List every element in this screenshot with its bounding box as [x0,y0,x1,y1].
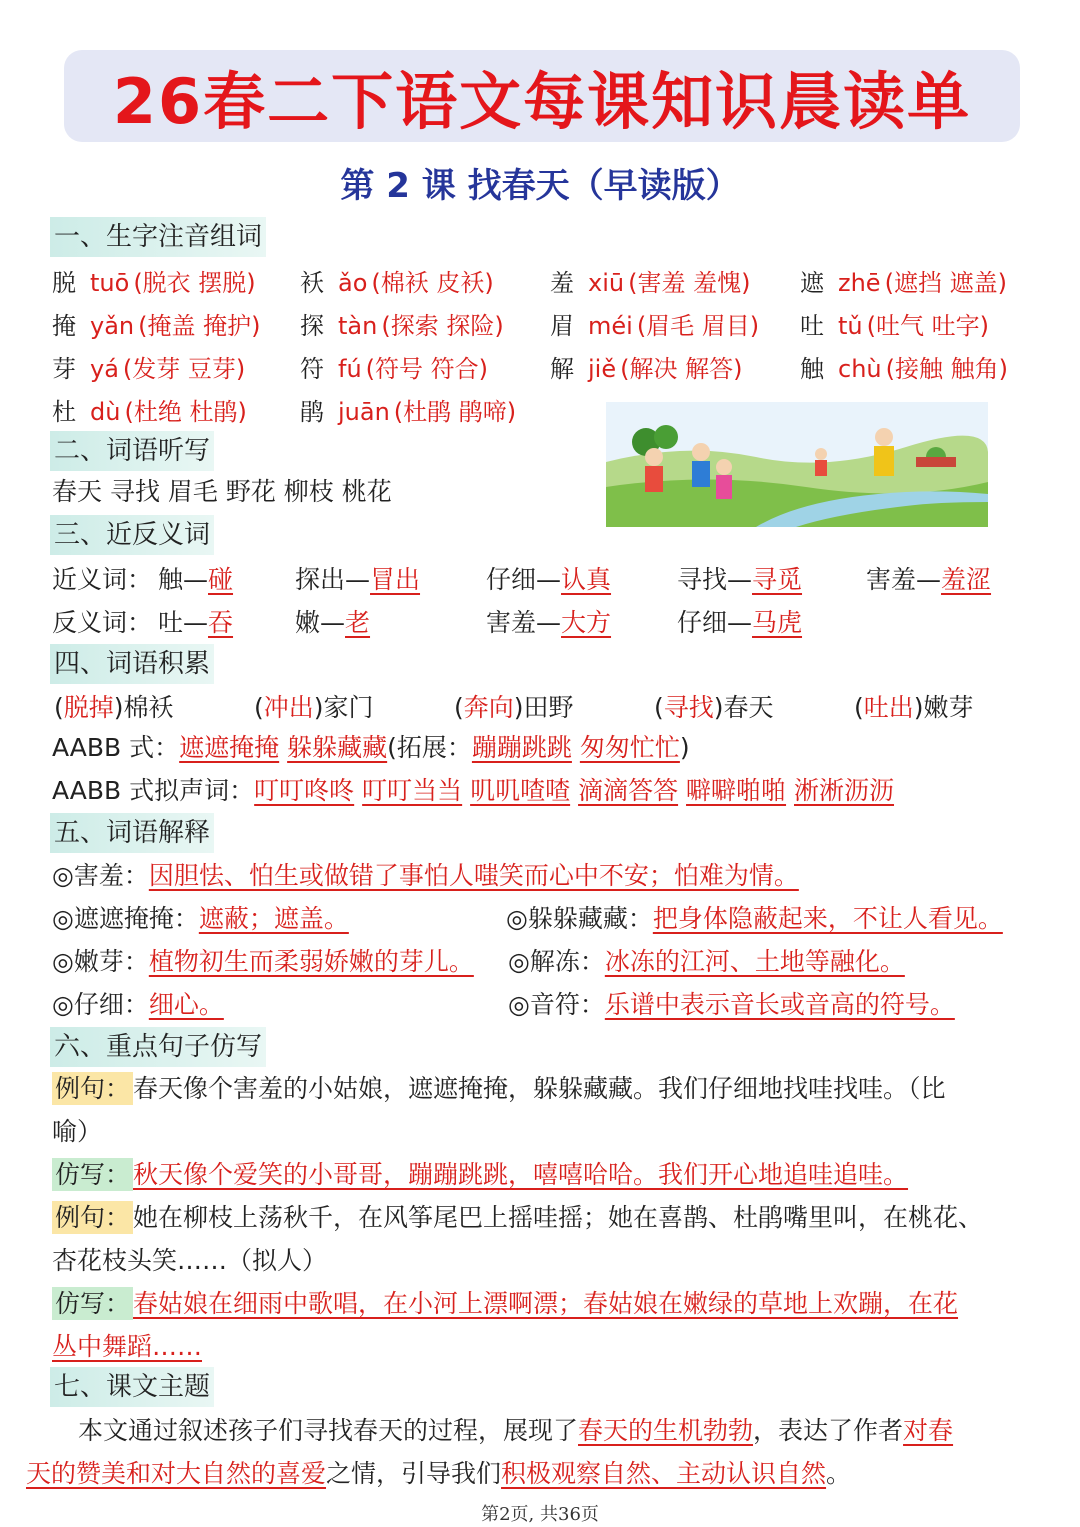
synonym-label: 近义词： [52,565,153,594]
vocab-entry [550,306,759,341]
vocab-words: (杜绝 杜鹃) [124,398,247,426]
pair-answer: 碰 [208,565,234,594]
onomatopoeia-word: 叽叽喳喳 [470,776,571,805]
definition-item [52,945,474,979]
phrase-pair [854,688,974,724]
definition-text: 植物初生而柔弱娇嫩的芽儿。 [148,947,474,976]
phrase-pair [654,688,774,724]
vocab-char: 掩 [52,312,76,340]
vocab-words: (符号 符合) [365,355,489,383]
imitation-label: 仿写： [52,1287,133,1320]
theme-highlight: 春天的生机勃勃 [578,1416,754,1445]
example-sentence-2 [52,1196,1032,1282]
vocab-char: 鹃 [300,398,324,426]
pair-answer: 吞 [208,608,234,637]
vocab-entry [300,306,504,341]
vocab-words: (棉袄 皮袄) [371,269,494,297]
antonym-pair [295,603,370,639]
phrase-fill: 寻找 [663,693,714,722]
vocab-words: (吐气 吐字) [866,312,989,340]
phrase-rest: 棉袄 [123,693,174,722]
vocab-pinyin: juān [338,398,390,426]
definition-term: ◎害羞： [52,861,149,890]
extension-word: 蹦蹦跳跳 [471,733,572,762]
vocab-pinyin: méi [588,312,633,340]
vocab-char: 探 [300,312,324,340]
vocab-pinyin: yá [90,355,119,383]
theme-highlight: 天的赞美和对大自然的喜爱 [26,1459,327,1488]
phrase-pair [54,688,174,724]
definition-term: ◎遮遮掩掩： [52,904,199,933]
phrase-fill: 冲出 [263,693,314,722]
pair-answer: 羞涩 [941,565,992,594]
vocab-entry [300,392,516,427]
definition-text: 冰冻的江河、土地等融化。 [604,947,905,976]
paren: ( [54,693,64,722]
theme-text: 本文通过叙述孩子们寻找春天的过程，展现了 [78,1416,579,1445]
example-label: 例句： [52,1072,133,1105]
imitation-sentence-2 [52,1282,1032,1368]
phrase-pair [454,688,574,724]
vocab-pinyin: fú [338,355,362,383]
vocab-entry [52,392,247,427]
synonym-pair [486,560,611,596]
phrase-fill: 奔向 [463,693,514,722]
vocab-char: 解 [550,355,574,383]
vocab-char: 符 [300,355,324,383]
vocab-pinyin: jiě [588,355,617,383]
antonym-label: 反义词： [52,608,153,637]
example-text: 她在柳枝上荡秋千，在风筝尾巴上摇哇摇；她在喜鹊、杜鹃嘴里叫，在桃花、 [133,1203,984,1232]
vocab-char: 眉 [550,312,574,340]
onomatopoeia-word: 滴滴答答 [578,776,679,805]
pair-answer: 大方 [561,608,612,637]
vocab-entry [800,349,1008,384]
section-heading-2: 二、词语听写 [50,431,214,471]
phrase-rest: 家门 [323,693,374,722]
definition-text: 把身体隐蔽起来，不让人看见。 [652,904,1003,933]
lesson-subtitle: 第 2 课 找春天（早读版） [340,166,740,206]
onomatopoeia-word: 叮叮咚咚 [254,776,355,805]
phrase-fill: 脱掉 [63,693,114,722]
definition-item [508,988,955,1022]
onomatopoeia-row [52,774,894,808]
definition-item [52,902,349,936]
paren: ) [913,693,924,722]
pair-answer: 寻觅 [752,565,803,594]
paren: ) [113,693,124,722]
vocab-words: (害羞 羞愧) [628,269,751,297]
definition-term: ◎仔细： [52,990,149,1019]
definition-item [52,988,224,1022]
vocab-char: 触 [800,355,824,383]
vocab-entry [300,349,488,384]
vocab-char: 吐 [800,312,824,340]
onomatopoeia-word: 噼噼啪啪 [686,776,787,805]
definition-item [52,859,799,893]
example-text: 春天像个害羞的小姑娘，遮遮掩掩，躲躲藏藏。我们仔细地找哇找哇。（比 [133,1074,946,1103]
vocab-words: (掩盖 掩护) [138,312,261,340]
example-label: 例句： [52,1201,133,1234]
definition-text: 细心。 [148,990,224,1019]
vocab-entry [550,263,750,298]
vocab-words: (探索 探险) [381,312,504,340]
pair-answer: 冒出 [370,565,421,594]
imitation-text: 秋天像个爱笑的小哥哥，蹦蹦跳跳，嘻嘻哈哈。我们开心地追哇追哇。 [133,1160,909,1189]
section-heading-4: 四、词语积累 [50,644,214,684]
pair-word: 害羞— [486,608,562,637]
phrase-pair [254,688,374,724]
paren: ) [313,693,324,722]
imitation-text: 春姑娘在细雨中歌唱，在小河上漂啊漂；春姑娘在嫩绿的草地上欢蹦，在花 [133,1289,959,1318]
pair-answer: 马虎 [752,608,803,637]
section-heading-5: 五、词语解释 [50,813,214,853]
vocab-char: 杜 [52,398,76,426]
vocab-pinyin: xiū [588,269,625,297]
antonym-pair [158,603,233,639]
phrase-rest: 嫩芽 [923,693,974,722]
vocab-entry [800,306,989,341]
pair-word: 嫩— [295,608,346,637]
definition-item [506,902,1003,936]
antonym-pair [677,603,802,639]
pair-word: 害羞— [866,565,942,594]
synonym-pair [677,560,802,596]
paren: ( [254,693,264,722]
imitation-sentence-1 [52,1153,1032,1196]
phrase-rest: 春天 [723,693,774,722]
vocab-words: (接触 触角) [885,355,1008,383]
synonym-pair [866,560,991,596]
vocab-char: 脱 [52,269,76,297]
synonym-pair [158,560,233,596]
vocab-pinyin: dù [90,398,121,426]
definition-text: 因胆怯、怕生或做错了事怕人嗤笑而心中不安；怕难为情。 [148,861,799,890]
pair-word: 仔细— [486,565,562,594]
page-title: 26春二下语文每课知识晨读单 [112,64,972,138]
phrase-rest: 田野 [523,693,574,722]
pair-word: 仔细— [677,608,753,637]
pair-word: 触— [158,565,209,594]
section-heading-1: 一、生字注音组词 [50,217,266,257]
theme-text: ，表达了作者 [753,1416,904,1445]
theme-text: 。 [826,1459,852,1488]
onomatopoeia-label: AABB 式拟声词： [52,776,255,805]
theme-highlight: 积极观察自然、主动认识自然 [501,1459,827,1488]
vocab-pinyin: chù [838,355,882,383]
paren: ) [713,693,724,722]
aabb-word: 遮遮掩掩 [179,733,280,762]
dictation-words: 春天 寻找 眉毛 野花 柳枝 桃花 [52,477,392,506]
pair-word: 探出— [295,565,371,594]
vocab-pinyin: tuō [90,269,130,297]
vocab-char: 羞 [550,269,574,297]
vocab-entry [52,306,260,341]
vocab-char: 袄 [300,269,324,297]
extension-close: ) [679,733,690,762]
theme-highlight: 对春 [903,1416,954,1445]
vocab-entry [300,263,494,298]
children-spring-illustration [606,402,988,527]
paren: ( [654,693,664,722]
paren: ( [854,693,864,722]
vocab-pinyin: zhē [838,269,881,297]
section-heading-6: 六、重点句子仿写 [50,1027,266,1067]
pair-word: 寻找— [677,565,753,594]
vocab-char: 芽 [52,355,76,383]
onomatopoeia-word: 淅淅沥沥 [794,776,895,805]
synonym-pair [295,560,420,596]
definition-term: ◎音符： [508,990,605,1019]
page-footer: 第2页, 共36页 [481,1504,599,1525]
definition-term: ◎解冻： [508,947,605,976]
vocab-pinyin: tàn [338,312,378,340]
phrase-fill: 吐出 [863,693,914,722]
onomatopoeia-word: 叮叮当当 [362,776,463,805]
vocab-char: 遮 [800,269,824,297]
paren: ) [513,693,524,722]
definition-text: 遮蔽；遮盖。 [198,904,349,933]
section-heading-3: 三、近反义词 [50,515,214,555]
example-text: 喻） [52,1117,103,1146]
definition-item [508,945,905,979]
pair-answer: 老 [345,608,371,637]
vocab-entry [550,349,742,384]
example-text: 杏花枝头笑……（拟人） [52,1246,328,1275]
pair-word: 吐— [158,608,209,637]
antonym-pair [486,603,611,639]
title-banner [64,50,1020,142]
vocab-words: (脱衣 摆脱) [133,269,256,297]
vocab-entry [52,263,256,298]
vocab-pinyin: yǎn [90,312,135,340]
aabb-row [52,731,690,765]
theme-text: 之情，引导我们 [326,1459,502,1488]
aabb-word: 躲躲藏藏 [287,733,388,762]
imitation-text: 丛中舞蹈…… [52,1332,203,1361]
example-sentence-1 [52,1067,1032,1153]
definition-term: ◎躲躲藏藏： [506,904,653,933]
extension-word: 匆匆忙忙 [579,733,680,762]
vocab-entry [52,349,245,384]
vocab-words: (解决 解答) [620,355,743,383]
vocab-words: (杜鹃 鹃啼) [393,398,517,426]
vocab-words: (遮挡 遮盖) [884,269,1007,297]
vocab-words: (发芽 豆芽) [122,355,246,383]
paren: ( [454,693,464,722]
vocab-pinyin: tǔ [838,312,863,340]
pair-answer: 认真 [561,565,612,594]
section-heading-7: 七、课文主题 [50,1367,214,1407]
aabb-label: AABB 式： [52,733,180,762]
imitation-label: 仿写： [52,1158,133,1191]
vocab-pinyin: ǎo [338,269,368,297]
extension-label: (拓展： [387,733,472,762]
vocab-entry [800,263,1007,298]
theme-paragraph [26,1409,1032,1495]
definition-term: ◎嫩芽： [52,947,149,976]
definition-text: 乐谱中表示音长或音高的符号。 [604,990,955,1019]
vocab-words: (眉毛 眉目) [636,312,760,340]
